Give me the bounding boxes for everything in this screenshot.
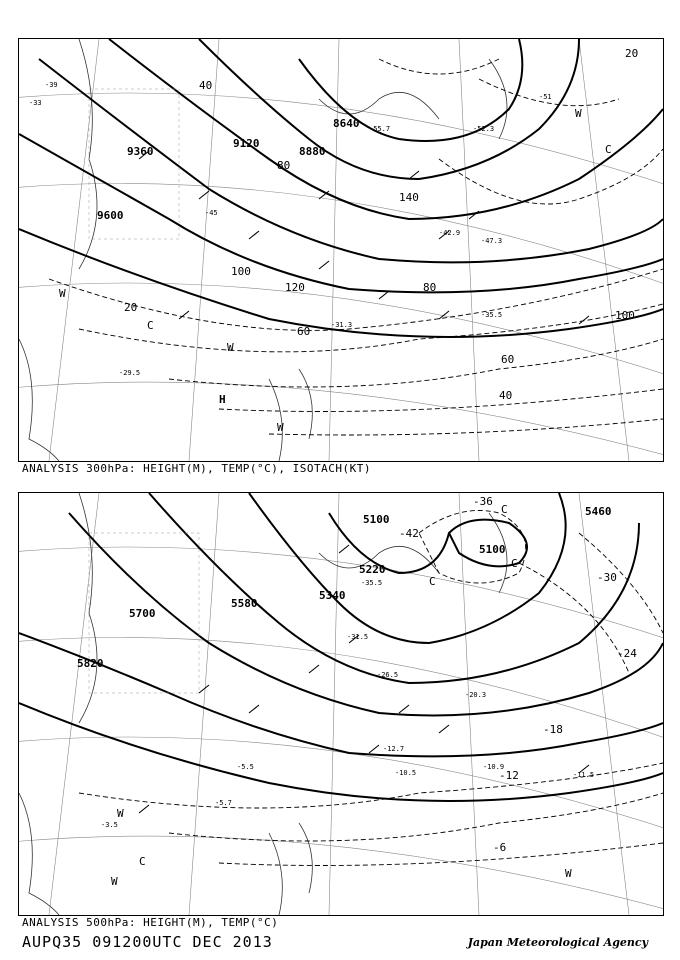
isotach-label: 100 <box>615 309 635 322</box>
marker-label: C <box>429 575 436 588</box>
map-500hpa <box>18 492 664 916</box>
obs-label: -3.5 <box>101 821 118 829</box>
obs-label: -5.5 <box>237 763 254 771</box>
coastline-300 <box>19 39 507 461</box>
obs-label: -10.5 <box>395 769 417 777</box>
temp-label: -55.7 <box>369 125 391 133</box>
caption-300hpa: ANALYSIS 300hPa: HEIGHT(M), TEMP(°C), ISOTACH(KT) <box>22 462 372 475</box>
obs-label: -31.5 <box>347 633 369 641</box>
height-label: 5340 <box>319 589 346 602</box>
marker-label: W <box>277 421 284 434</box>
temp-label: -36 <box>473 495 493 508</box>
height-label: 5700 <box>129 607 156 620</box>
temp-label: -42.9 <box>439 229 461 237</box>
temp-label: -24 <box>617 647 637 660</box>
temp-label: -47.3 <box>481 237 503 245</box>
bulletin-code: AUPQ35 091200UTC DEC 2013 <box>22 933 273 951</box>
isotach-label: 60 <box>501 353 515 366</box>
temp-label: -51 <box>539 93 552 101</box>
height-label: 8880 <box>299 145 326 158</box>
height-label: 9360 <box>127 145 154 158</box>
marker-label: W <box>227 341 234 354</box>
height-label: 9120 <box>233 137 260 150</box>
height-label: 5220 <box>359 563 386 576</box>
obs-label: -26.5 <box>377 671 399 679</box>
marker-label: C <box>139 855 146 868</box>
height-contours-300 <box>19 39 663 337</box>
obs-label: -12.7 <box>383 745 405 753</box>
isotach-label: 100 <box>231 265 251 278</box>
markers-500 <box>111 503 572 888</box>
temp-label: -45 <box>205 209 218 217</box>
obs-label: -11.5 <box>573 771 595 779</box>
height-label: 5100 <box>363 513 390 526</box>
marker-label: W <box>565 867 572 880</box>
marker-label: W <box>111 875 118 888</box>
temp-label: -6 <box>493 841 507 854</box>
isotach-label: 20 <box>124 301 138 314</box>
isotach-label: 20 <box>625 47 639 60</box>
temp-label: -52.3 <box>473 125 495 133</box>
isotach-label: 40 <box>499 389 513 402</box>
marker-label: W <box>575 107 582 120</box>
isotach-label: 80 <box>277 159 291 172</box>
temp-label: -33 <box>29 99 42 107</box>
isotach-lines-300 <box>49 59 663 435</box>
isotach-label: 120 <box>285 281 305 294</box>
marker-label: H <box>219 393 226 406</box>
height-labels-500 <box>77 505 612 670</box>
height-label: 8640 <box>333 117 360 130</box>
height-label: 5460 <box>585 505 612 518</box>
isotach-label: 40 <box>199 79 213 92</box>
temp-labels-300 <box>29 81 552 377</box>
marker-label: C <box>501 503 508 516</box>
marker-label: C <box>147 319 154 332</box>
height-label: 5100 <box>479 543 506 556</box>
obs-label: -35.5 <box>361 579 383 587</box>
height-label: 9600 <box>97 209 124 222</box>
height-label: 5580 <box>231 597 258 610</box>
obs-label: -10.9 <box>483 763 505 771</box>
temp-label: -31.3 <box>331 321 353 329</box>
temp-label: -42 <box>399 527 419 540</box>
temp-label: -18 <box>543 723 563 736</box>
marker-label: C <box>511 557 518 570</box>
height-contours-500 <box>19 493 663 801</box>
map-300hpa <box>18 38 664 462</box>
isotach-label: 60 <box>297 325 311 338</box>
marker-label: W <box>117 807 124 820</box>
temp-label: -35.5 <box>481 311 503 319</box>
isotach-label: 140 <box>399 191 419 204</box>
temp-label: -29.5 <box>119 369 141 377</box>
isotach-label: 80 <box>423 281 437 294</box>
map-300hpa-svg <box>19 39 663 461</box>
agency-name: Japan Meteorological Agency <box>467 936 648 949</box>
marker-label: W <box>59 287 66 300</box>
coastline-500 <box>19 493 507 915</box>
temp-label: -30 <box>597 571 617 584</box>
height-labels-300 <box>97 117 360 222</box>
temp-label: -39 <box>45 81 58 89</box>
marker-label: C <box>605 143 612 156</box>
map-500hpa-svg <box>19 493 663 915</box>
caption-500hpa: ANALYSIS 500hPa: HEIGHT(M), TEMP(°C) <box>22 916 279 929</box>
obs-label: -5.7 <box>215 799 232 807</box>
height-label: 5820 <box>77 657 104 670</box>
temp-label: -12 <box>499 769 519 782</box>
obs-label: -20.3 <box>465 691 487 699</box>
